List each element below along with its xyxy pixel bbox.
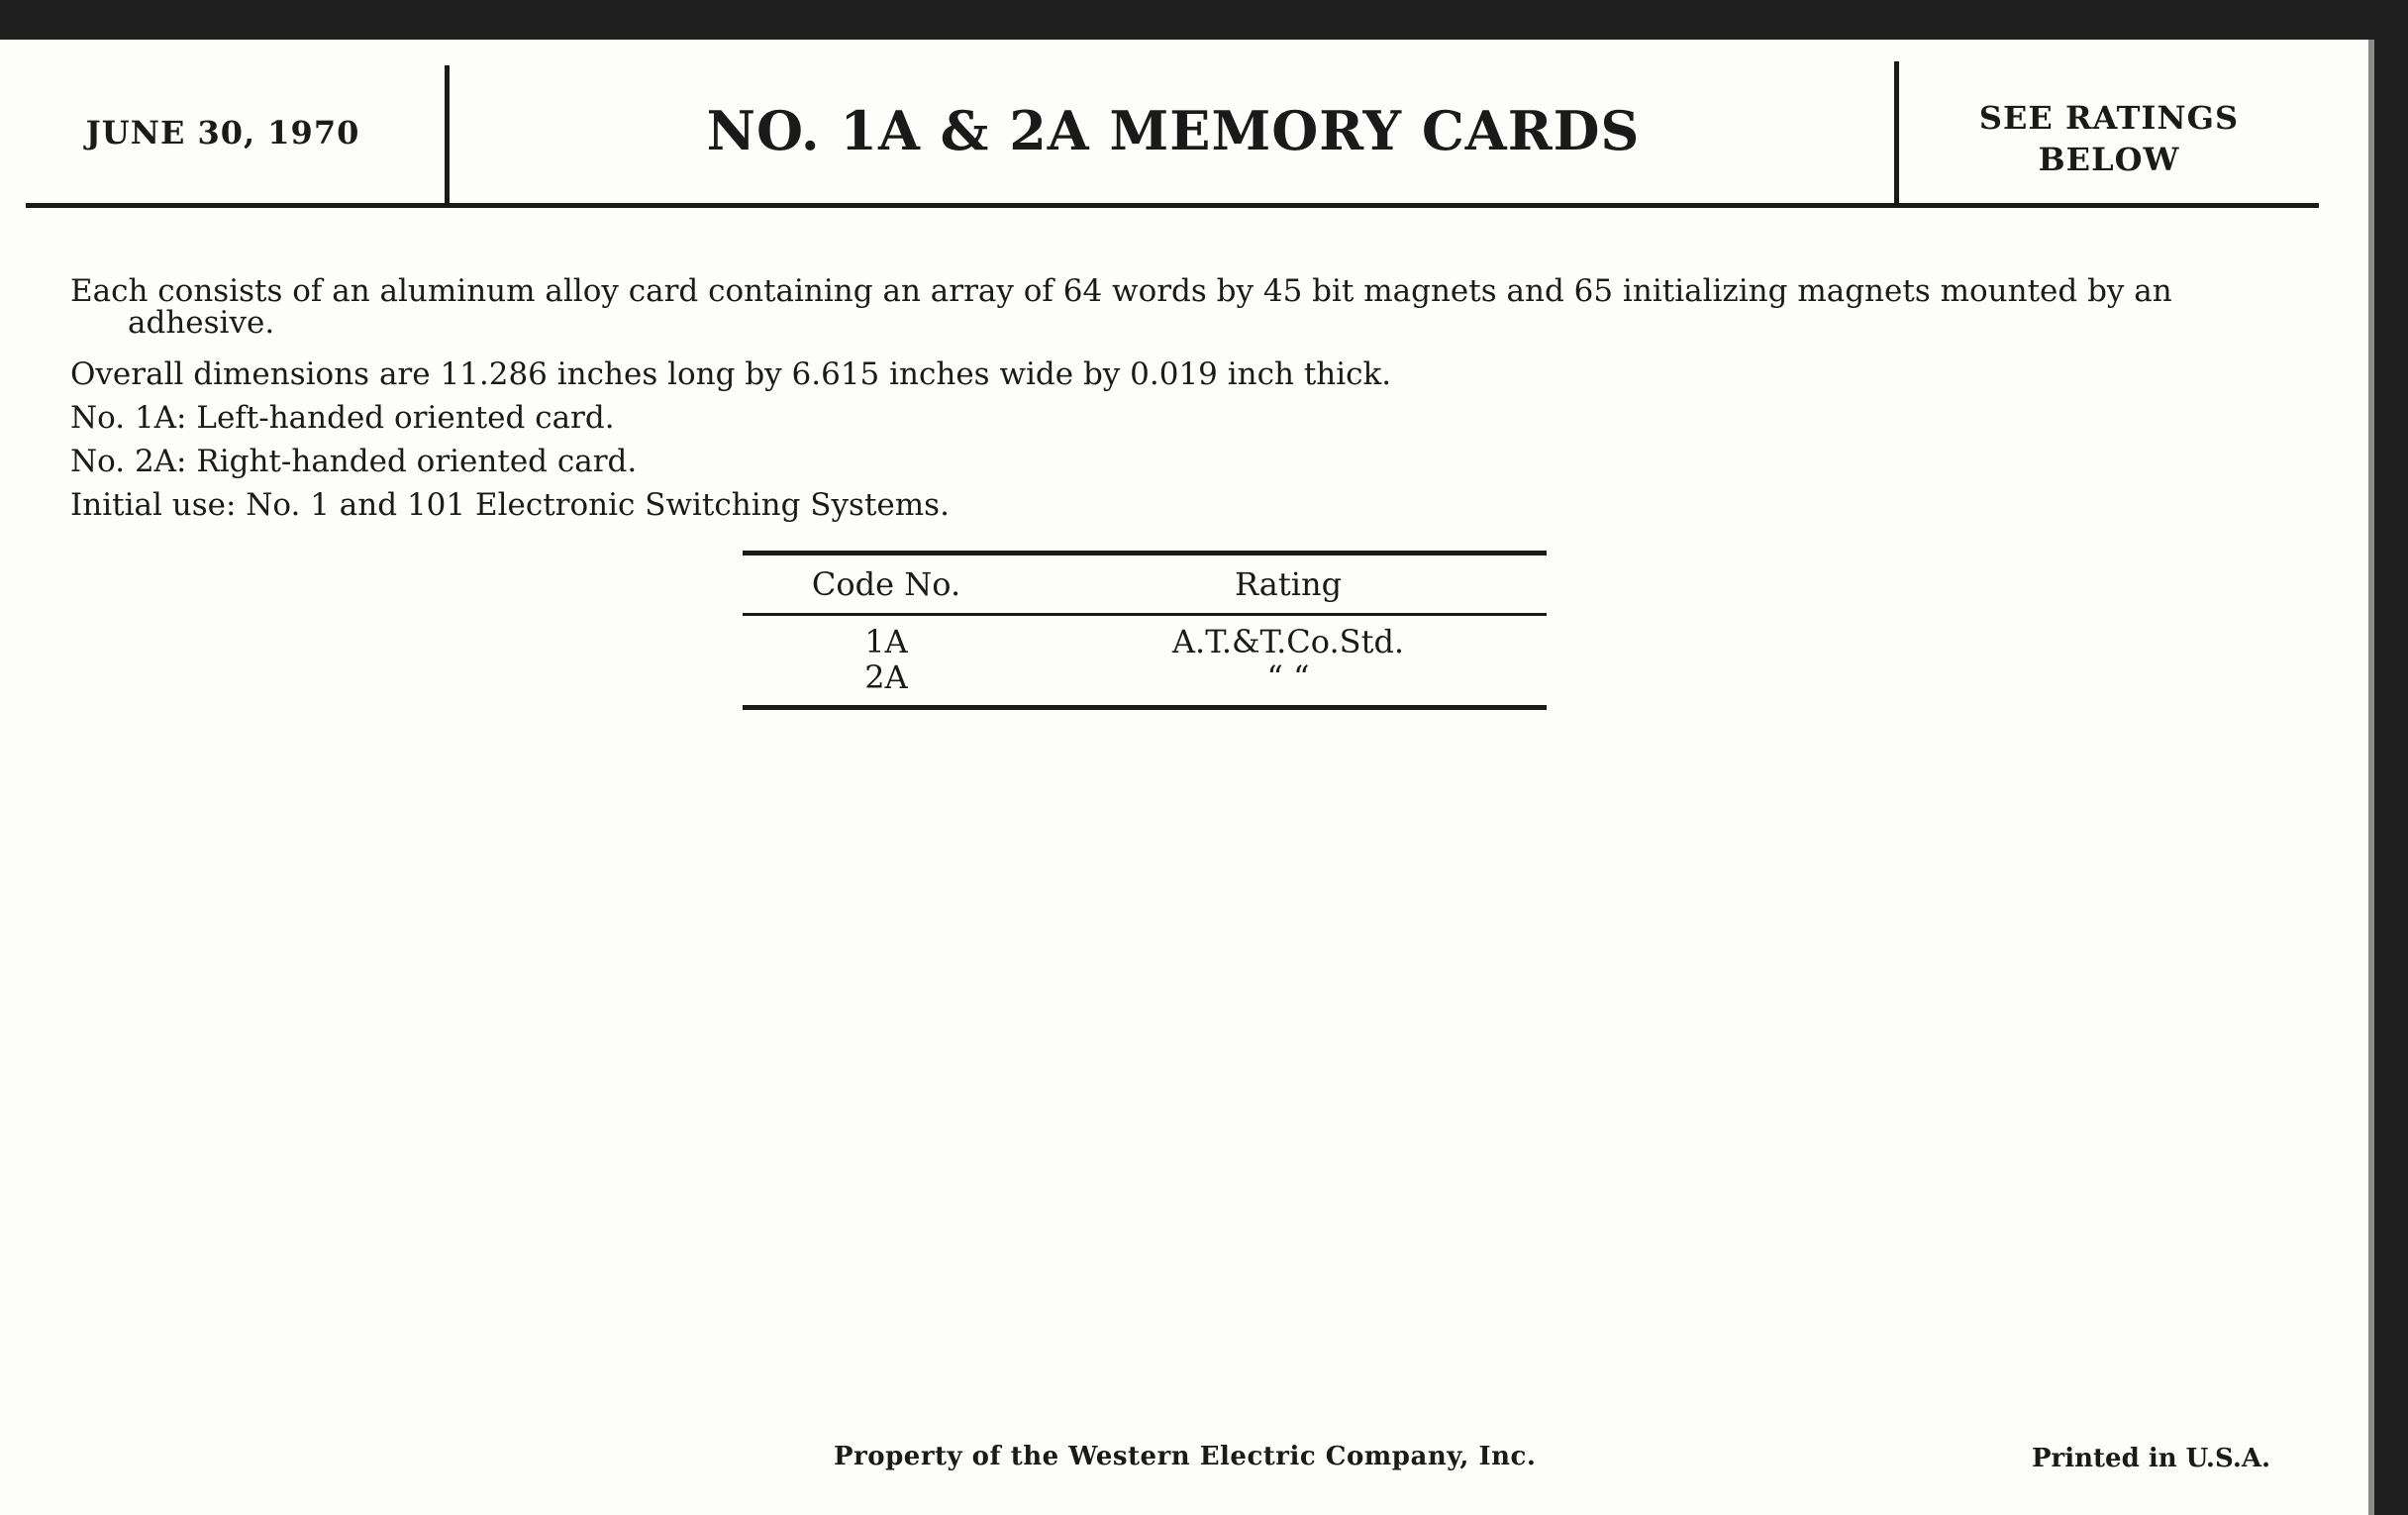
footer-printed: Printed in U.S.A. xyxy=(2032,1444,2271,1473)
column-header-rating: Rating xyxy=(1234,565,1343,603)
header-rating-line1: SEE RATINGS xyxy=(1978,99,2240,137)
header-rating-note xyxy=(1901,97,2317,180)
column-header-code: Code No. xyxy=(811,565,961,603)
no2a-line: No. 2A: Right-handed oriented card. xyxy=(70,444,638,479)
header-rating-line2: BELOW xyxy=(2038,141,2180,178)
table-bottom-rule xyxy=(743,705,1547,710)
table-cell-rating-ditto: “ “ xyxy=(1266,658,1310,696)
header-divider-left xyxy=(445,65,450,208)
header-divider-right xyxy=(1894,61,1899,208)
footer-property: Property of the Western Electric Company, Inc. xyxy=(834,1442,1537,1471)
page-title: NO. 1A & 2A MEMORY CARDS xyxy=(706,99,1641,162)
table-cell-code: 1A xyxy=(864,623,908,660)
table-body xyxy=(743,616,1547,705)
description-paragraph: Each consists of an aluminum alloy card containing an array of 64 words by 45 bit magnets and 65 initializing magnets mounted by an adhesive. xyxy=(70,273,2172,341)
memory-card-document xyxy=(0,40,2374,1515)
header-date: JUNE 30, 1970 xyxy=(85,114,360,152)
description-block xyxy=(70,275,2298,527)
rating-table xyxy=(743,551,1547,710)
table-row xyxy=(743,659,1547,695)
initial-use-line: Initial use: No. 1 and 101 Electronic Switching Systems. xyxy=(70,487,950,523)
table-cell-rating: A.T.&T.Co.Std. xyxy=(1171,623,1405,660)
header-rule xyxy=(26,203,2319,208)
table-cell-code: 2A xyxy=(864,658,908,696)
table-row xyxy=(743,624,1547,659)
no1a-line: No. 1A: Left-handed oriented card. xyxy=(70,400,615,436)
dimensions-line: Overall dimensions are 11.286 inches long by 6.615 inches wide by 0.019 inch thick. xyxy=(70,356,1392,392)
table-header-row xyxy=(743,556,1547,613)
